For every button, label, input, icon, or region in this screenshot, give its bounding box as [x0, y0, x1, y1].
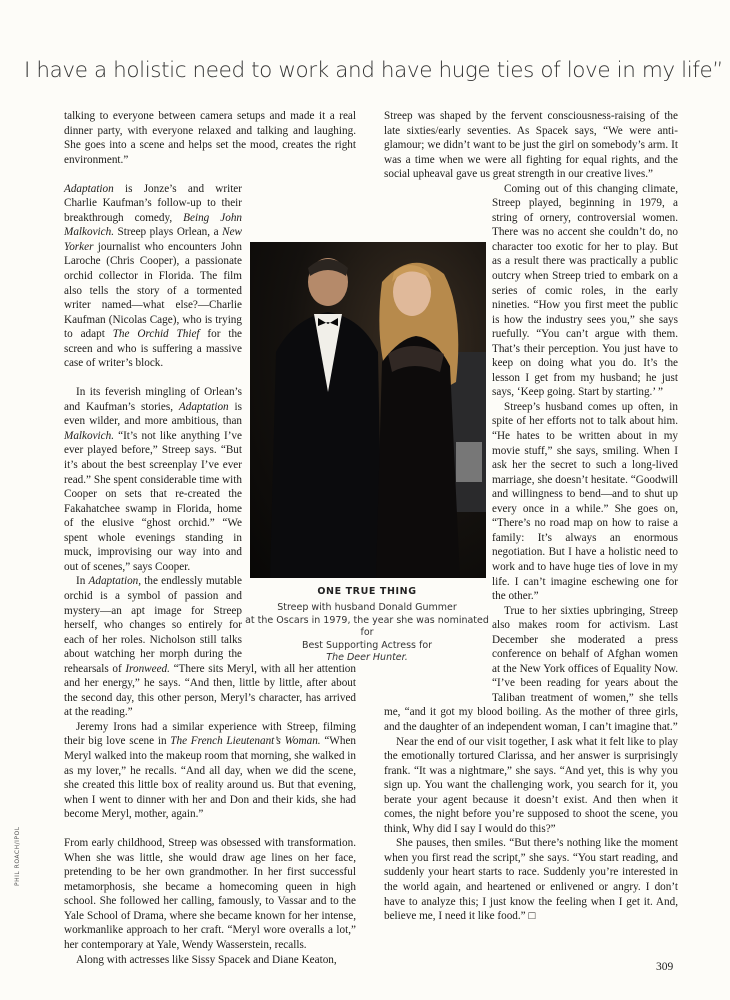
paragraph: Along with actresses like Sissy Spacek and Diane Keaton, — [76, 953, 337, 966]
photo-credit: PHIL ROACH/IPOL — [14, 826, 21, 886]
paragraph: Adaptation is Jonze’s and writer Charlie Kaufman’s follow-up to their breakthrough comedy, Being John Malkovich. Streep plays Orlean, a New Yorker journalist who encounters John Laroche (Chris Cooper), a passionate orchid collector in Florida. The film also tells the story of a tormented writer named—what else?—Charlie Kaufman (Nicolas Cage), who is trying to adapt The Orchid Thief for the screen and who is suffering a massive case of writer’s block. — [64, 182, 243, 370]
paragraph: talking to everyone between camera setups and made it a real dinner party, with everyone relaxed and talking and laughing. She goes into a scene and helps set the mood, creates the right environment.” — [64, 110, 356, 166]
paragraph: From early childhood, Streep was obsessed with transformation. When she was little, she would draw age lines on her face, pretending to be her own grandmother. In her first successful metamorphosis, she became a homecoming queen in high school. She followed her calling, famously, to Vassar and to the Yale School of Drama, where she became known for her intense, workmanlike approach to her craft. “Meryl wore overalls a lot,” her contemporary at Yale, Wendy Wasserstein, recalls. — [64, 837, 356, 952]
page-number: 309 — [656, 961, 674, 973]
paragraph: True to her sixties upbringing, Streep also makes room for activism. Last December she moderated a press conference on behalf of Afghan women at the New York offices of Equality Now. “I’ve been reading for years about the Taliban treatment of women,” she tells me, “and it got my blood boiling. As the mother of three girls, and the daughter of an independent woman, I can’t imagine that.” — [384, 604, 678, 733]
paragraph: She pauses, then smiles. “But there’s nothing like the moment when you first read the script,” she says. “You start reading, and suddenly your heart starts to race. Suddenly you’re interested in the world again, and heartened or enlivened or angry. I don’t have to analyze this; I just know the feeling when I get it. And, believe me, I need it like food.” □ — [384, 837, 678, 923]
pull-quote: I have a holistic need to work and have huge ties of love in my life” — [24, 58, 724, 83]
paragraph: Streep’s husband comes up often, in spite of her efforts not to talk about him. “He hates to be written about in my movie stuff,” she says, smiling. When I ask her the secret to such a long-lived marriage, she doesn’t hesitate. “Goodwill and willingness to bend—and to shut up every once in a while.” She goes on, “There’s no road map on how to raise a family: It’s always an enormous negotiation. But I have a holistic need to work and to have huge ties of love in my life. I can’t imagine eschewing one for the other.” — [492, 400, 678, 603]
paragraph: In Adaptation, the endlessly mutable orchid is a symbol of passion and mystery—an apt image for Streep herself, who changes so entirely for each of her roles. Nicholson still talks about watching her morph during the rehearsals of Ironweed. “There sits Meryl, with all her attention and her energy,” he says. “And then, little by little, after about the second day, this other person, Meryl’s character, has arrived at the reading.” — [64, 575, 356, 719]
photo-block — [242, 238, 492, 663]
photo — [250, 242, 486, 578]
photo-caption: Streep with husband Donald Gummer at the Oscars in 1979, the year she was nominated for Best Supporting Actress for The Deer Hunter. — [245, 602, 489, 663]
paragraph: In its feverish mingling of Orlean’s and Kaufman’s stories, Adaptation is even wilder, and more ambitious, than Malkovich. “It’s not like anything I’ve ever played before,” Streep says. “But it’s about the best screenplay I’ve ever read.” She spent considerable time with Cooper on sets that re-created the Fakahatchee swamp in Florida, home of the elusive “ghost orchid.” “We spent whole evenings standing in muck, improvising our way into and out of scenes,” says Cooper. — [64, 386, 242, 573]
caption-title: ONE TRUE THING — [317, 586, 417, 597]
photo-illustration — [250, 242, 486, 578]
paragraph: Jeremy Irons had a similar experience with Streep, filming their big love scene in The French Lieutenant’s Woman. “When Meryl walked into the makeup room that morning, she walked in as my lover,” he recalls. “And all day, when we did the scene, she created this little box of reality around us. But that evening, when I went to dinner with her and Don and their kids, she had become Meryl, mother, again.” — [64, 720, 357, 821]
paragraph: Coming out of this changing climate, Streep played, beginning in 1979, a string of ornery, controversial women. There was no accent she couldn’t do, no character too exotic for her to play. But as a result there was practically a public outcry when Streep tried to embark on a series of comic roles, in the early nineties. “How you first meet the public is how the industry sees you,” she says ruefully. “You can’t argue with them. That’s their perception. You just have to keep on doing what you do. It’s the lesson I get from my husband; he just says, ‘Keep going. Start by starting.’ ” — [492, 182, 678, 399]
paragraph: Streep was shaped by the fervent consciousness-raising of the late sixties/early seventies. As Spacek says, “We were anti-glamour; we didn’t want to be just the girl on somebody’s arm. It was a time when we were all fighting for equal rights, and the social upheaval gave us great strength in our creative lives.” — [384, 110, 678, 181]
paragraph: Near the end of our visit together, I ask what it felt like to play the emotionally tortured Clarissa, and her answer is surprisingly frank. “It was a nightmare,” she says. “And yet, this is why you sign up. You want the challenging work, you search for it, you berate your agent because it doesn’t exist. And then when it comes, the night before you’re supposed to shoot the scene, you think, Why did I say I would do this?” — [384, 735, 678, 835]
